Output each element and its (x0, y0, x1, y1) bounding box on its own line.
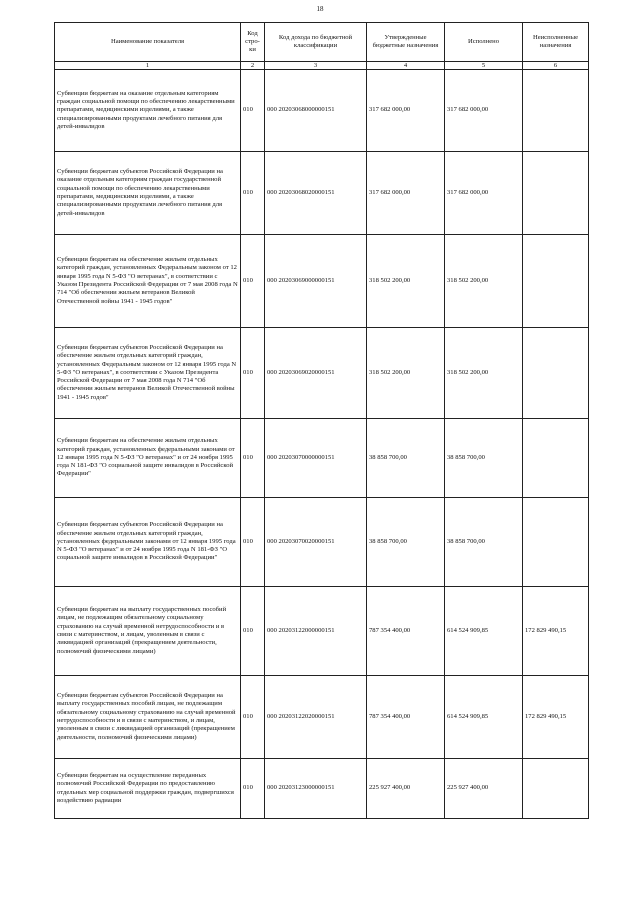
row-income-code: 000 20203122000000151 (265, 587, 367, 676)
row-executed: 38 858 700,00 (445, 498, 523, 587)
row-executed: 318 502 200,00 (445, 328, 523, 419)
row-name: Субвенции бюджетам на осуществление переданных полномочий Российской Федерации по предоставлению отдельных мер социальной поддержки граждан, подвергшихся воздействию радиации (55, 759, 241, 819)
row-approved: 225 927 400,00 (367, 759, 445, 819)
row-unexecuted (523, 235, 589, 328)
column-number-row (55, 62, 589, 70)
header-unexecuted: Неисполненные назначения (523, 23, 589, 62)
row-name: Субвенции бюджетам субъектов Российской Федерации на обеспечение жильем отдельных категорий граждан, установленных Федеральным законом от 12 января 1995 года N 5-ФЗ "О ветеранах", в соответствии с Указом Президента Российской Федерации от 7 мая 2008 года N 714 "Об обеспечении жильем ветеранов Великой Отечественной войны 1941 - 1945 годов" (55, 328, 241, 419)
table-row (55, 328, 589, 419)
row-name: Субвенции бюджетам на обеспечение жильем отдельных категорий граждан, установленных Федеральным законом от 12 января 1995 года N 5-ФЗ "О ветеранах", в соответствии с Указом Президента Российской Федерации от 7 мая 2008 года N 714 "Об обеспечении жильем ветеранов Великой Отечественной войны 1941 - 1945 годов" (55, 235, 241, 328)
row-unexecuted (523, 759, 589, 819)
page-number: 18 (316, 5, 324, 13)
table-row (55, 676, 589, 759)
row-approved: 787 354 400,00 (367, 587, 445, 676)
row-unexecuted (523, 70, 589, 152)
column-number: 3 (265, 62, 367, 70)
row-line-code: 010 (241, 70, 265, 152)
row-income-code: 000 20203123000000151 (265, 759, 367, 819)
row-line-code: 010 (241, 152, 265, 235)
column-number: 4 (367, 62, 445, 70)
row-unexecuted (523, 498, 589, 587)
row-executed: 614 524 909,85 (445, 587, 523, 676)
header-name: Наименование показателя (55, 23, 241, 62)
row-line-code: 010 (241, 498, 265, 587)
row-unexecuted: 172 829 490,15 (523, 676, 589, 759)
row-line-code: 010 (241, 676, 265, 759)
row-name: Субвенции бюджетам на обеспечение жильем отдельных категорий граждан, установленных федеральными законами от 12 января 1995 года N 5-ФЗ "О ветеранах" и от 24 ноября 1995 года N 181-ФЗ "О социальной защите инвалидов в Российской Федерации" (55, 419, 241, 498)
row-approved: 787 354 400,00 (367, 676, 445, 759)
row-line-code: 010 (241, 235, 265, 328)
row-approved: 317 682 000,00 (367, 152, 445, 235)
row-line-code: 010 (241, 759, 265, 819)
row-name: Субвенции бюджетам на выплату государственных пособий лицам, не подлежащим обязательному социальному страхованию на случай временной нетрудоспособности и в связи с материнством, и лицам, уволенным в связи с ликвидацией организаций (прекращением деятельности, полномочий физическими лицами) (55, 587, 241, 676)
row-executed: 318 502 200,00 (445, 235, 523, 328)
row-executed: 317 682 000,00 (445, 70, 523, 152)
row-unexecuted (523, 419, 589, 498)
header-income-code: Код дохода по бюджетной классификации (265, 23, 367, 62)
row-name: Субвенции бюджетам субъектов Российской Федерации на оказание отдельным категориям граждан государственной социальной помощи по обеспечению лекарственными препаратами, медицинскими изделиями, а также специализированными продуктами лечебного питания для детей-инвалидов (55, 152, 241, 235)
header-line-code: Код стро- ки (241, 23, 265, 62)
row-line-code: 010 (241, 328, 265, 419)
row-executed: 317 682 000,00 (445, 152, 523, 235)
table-row (55, 152, 589, 235)
row-approved: 38 858 700,00 (367, 419, 445, 498)
row-income-code: 000 20203069020000151 (265, 328, 367, 419)
row-unexecuted: 172 829 490,15 (523, 587, 589, 676)
table-row (55, 419, 589, 498)
row-unexecuted (523, 152, 589, 235)
row-approved: 317 682 000,00 (367, 70, 445, 152)
column-number: 1 (55, 62, 241, 70)
table-row (55, 587, 589, 676)
row-line-code: 010 (241, 419, 265, 498)
row-line-code: 010 (241, 587, 265, 676)
table-row (55, 498, 589, 587)
row-executed: 225 927 400,00 (445, 759, 523, 819)
row-unexecuted (523, 328, 589, 419)
row-name: Субвенции бюджетам субъектов Российской Федерации на выплату государственных пособий лицам, не подлежащим обязательному социальному страхованию на случай временной нетрудоспособности и в связи с материнством, и лицам, уволенным в связи с ликвидацией организаций (прекращением деятельности, полномочий физическими лицами) (55, 676, 241, 759)
column-number: 2 (241, 62, 265, 70)
row-income-code: 000 20203069000000151 (265, 235, 367, 328)
row-executed: 38 858 700,00 (445, 419, 523, 498)
column-number: 6 (523, 62, 589, 70)
table-row (55, 70, 589, 152)
row-approved: 38 858 700,00 (367, 498, 445, 587)
row-income-code: 000 20203070020000151 (265, 498, 367, 587)
table-row (55, 759, 589, 819)
row-approved: 318 502 200,00 (367, 235, 445, 328)
row-income-code: 000 20203068020000151 (265, 152, 367, 235)
row-income-code: 000 20203122020000151 (265, 676, 367, 759)
table-header-row (55, 23, 589, 62)
table-row (55, 235, 589, 328)
row-name: Субвенции бюджетам на оказание отдельным категориям граждан социальной помощи по обеспечению лекарственными препаратами, медицинскими изделиями, а также специализированными продуктами лечебного питания для детей-инвалидов (55, 70, 241, 152)
row-approved: 318 502 200,00 (367, 328, 445, 419)
row-executed: 614 524 909,85 (445, 676, 523, 759)
column-number: 5 (445, 62, 523, 70)
row-income-code: 000 20203068000000151 (265, 70, 367, 152)
header-approved: Утвержденные бюджетные назначения (367, 23, 445, 62)
row-income-code: 000 20203070000000151 (265, 419, 367, 498)
row-name: Субвенции бюджетам субъектов Российской Федерации на обеспечение жильем отдельных категорий граждан, установленных федеральными законами от 12 января 1995 года N 5-ФЗ "О ветеранах" и от 24 ноября 1995 года N 181-ФЗ "О социальной защите инвалидов в Российской Федерации" (55, 498, 241, 587)
header-executed: Исполнено (445, 23, 523, 62)
budget-execution-table (54, 22, 589, 819)
